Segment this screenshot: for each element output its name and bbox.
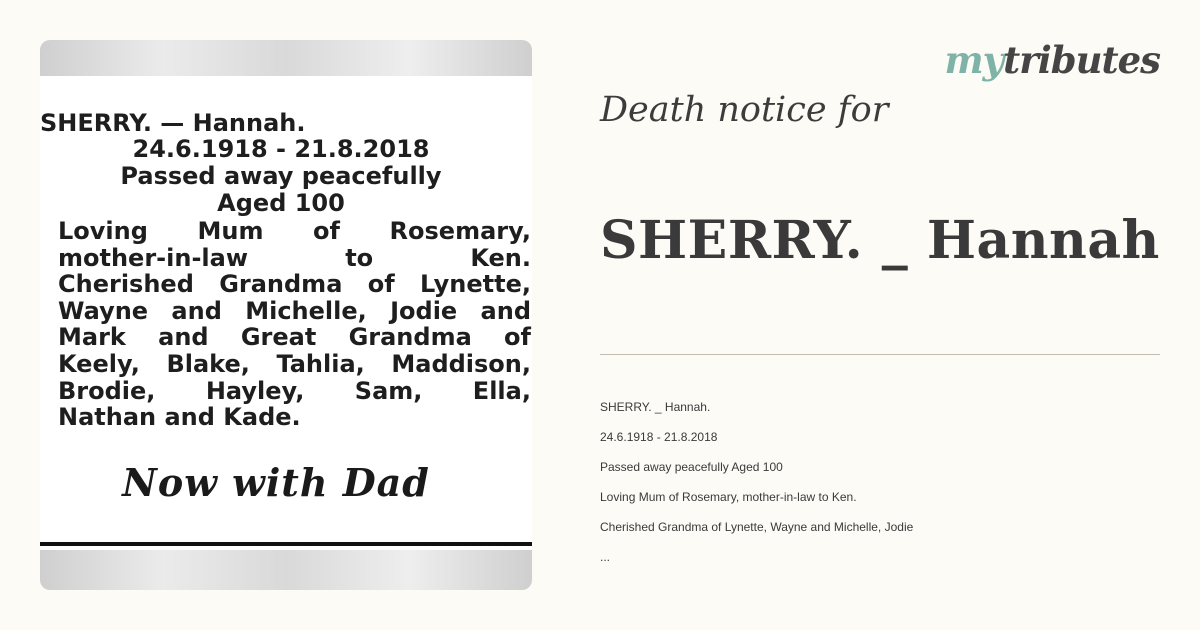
clipping-word: Brodie,	[58, 376, 156, 405]
divider	[600, 354, 1160, 355]
deceased-name: SHERRY. _ Hannah	[600, 210, 1160, 271]
clipping-body-last-line: Nathan and Kade.	[58, 403, 301, 432]
notice-excerpt	[600, 392, 1200, 572]
clipping-word: Michelle,	[245, 296, 367, 325]
clipping-body-line	[58, 218, 531, 245]
clipping-body-line	[58, 271, 531, 298]
logo-part-tributes: tributes	[1003, 38, 1160, 82]
clipping-body	[58, 218, 531, 431]
clipping-word: Ella,	[472, 376, 531, 405]
clipping-sign-off: Now with Dad	[122, 460, 430, 505]
clipping-body-line	[58, 324, 531, 351]
death-notice-clipping	[40, 40, 532, 590]
clipping-passed: Passed away peacefully	[120, 162, 442, 190]
excerpt-line: SHERRY. _ Hannah.	[600, 400, 711, 414]
clipping-heading: SHERRY. — Hannah.	[40, 109, 306, 137]
clipping-bottom-band	[40, 550, 532, 590]
clipping-word: Rosemary,	[389, 217, 531, 245]
clipping-word: Great	[240, 323, 317, 352]
clipping-word: Ken.	[470, 243, 531, 272]
clipping-word: and	[171, 296, 222, 325]
clipping-word: mother-in-law	[58, 243, 248, 272]
excerpt-line: Loving Mum of Rosemary, mother-in-law to Ken.	[600, 490, 857, 504]
mytributes-logo[interactable]	[944, 38, 1160, 82]
clipping-dates: 24.6.1918 - 21.8.2018	[132, 135, 430, 163]
clipping-word: Grandma	[219, 270, 343, 299]
clipping-body-line	[58, 245, 531, 272]
clipping-rule	[40, 542, 532, 546]
clipping-word: of	[367, 270, 395, 299]
notice-label: Death notice for	[600, 90, 889, 130]
clipping-word: Keely,	[58, 349, 140, 378]
clipping-body-line	[58, 378, 531, 405]
clipping-word: Mark	[58, 323, 126, 352]
clipping-word: Grandma	[348, 323, 472, 352]
clipping-word: of	[504, 323, 531, 352]
clipping-word: Tahlia,	[276, 349, 365, 378]
clipping-word: Wayne	[58, 296, 149, 325]
clipping-body-line	[58, 298, 531, 325]
excerpt-line: Cherished Grandma of Lynette, Wayne and Michelle, Jodie	[600, 520, 914, 534]
clipping-word: of	[313, 217, 340, 245]
clipping-word: to	[345, 243, 374, 272]
excerpt-line: 24.6.1918 - 21.8.2018	[600, 430, 718, 444]
clipping-word: Sam,	[354, 376, 423, 405]
clipping-word: Blake,	[166, 349, 250, 378]
excerpt-line: Passed away peacefully Aged 100	[600, 460, 783, 474]
clipping-top-band	[40, 40, 532, 76]
clipping-word: Maddison,	[391, 349, 531, 378]
logo-part-my: my	[944, 38, 1004, 82]
clipping-body-line	[58, 351, 531, 378]
clipping-word: Cherished	[58, 270, 194, 299]
clipping-word: Loving	[58, 217, 148, 245]
clipping-word: and	[158, 323, 209, 352]
clipping-word: Lynette,	[419, 270, 531, 299]
excerpt-ellipsis: ...	[600, 550, 611, 564]
clipping-word: Jodie	[390, 296, 458, 325]
clipping-word: Hayley,	[205, 376, 305, 405]
clipping-aged: Aged 100	[217, 189, 345, 217]
clipping-word: and	[480, 296, 531, 325]
clipping-word: Mum	[197, 217, 264, 245]
